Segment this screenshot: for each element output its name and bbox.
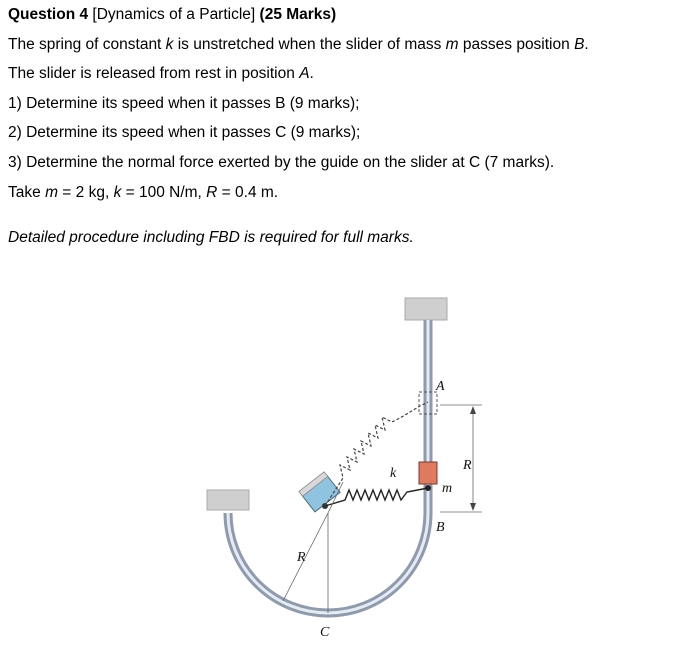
label-R-left: R — [297, 550, 306, 565]
spring-at-B — [325, 488, 428, 506]
question-marks: (25 Marks) — [259, 6, 337, 23]
problem-line-2 — [8, 59, 678, 89]
var-R: R — [206, 183, 218, 201]
text-span: . — [584, 35, 589, 53]
dim-arrow-up — [470, 406, 476, 414]
label-C: C — [320, 625, 330, 640]
text-span: . — [309, 65, 314, 83]
text-span: = 0.4 m. — [217, 183, 279, 201]
part-3: 3) Determine the normal force exerted by the guide on the slider at C (7 marks). — [8, 153, 555, 171]
part-1: 1) Determine its speed when it passes B (9 marks); — [8, 94, 360, 112]
text-span: is unstretched when the slider of mass — [173, 35, 446, 53]
text-span: Take — [8, 183, 46, 201]
var-B: B — [574, 35, 585, 53]
var-k: k — [165, 35, 174, 53]
label-R-right: R — [463, 458, 472, 473]
text-span: = 100 N/m, — [121, 183, 207, 201]
question-heading — [8, 0, 678, 30]
text-span: The spring of constant — [8, 35, 166, 53]
var-m: m — [445, 35, 459, 53]
label-B: B — [436, 520, 445, 535]
question-text — [8, 0, 678, 207]
var-A: A — [299, 65, 310, 83]
top-support — [405, 298, 447, 320]
given-values — [8, 178, 678, 208]
part-2: 2) Determine its speed when it passes C (9 marks); — [8, 124, 361, 142]
text-span: = 2 kg, — [57, 183, 114, 201]
label-k: k — [390, 466, 397, 481]
label-m: m — [442, 481, 453, 496]
text-span: The slider is released from rest in position — [8, 65, 300, 83]
text-span: passes position — [458, 35, 575, 53]
question-number: Question 4 — [8, 6, 89, 23]
mechanism-figure — [0, 280, 682, 650]
left-support — [207, 490, 249, 510]
var-k: k — [113, 183, 122, 201]
problem-line-1 — [8, 30, 678, 60]
label-A: A — [436, 379, 445, 394]
dim-arrow-down — [470, 503, 476, 511]
var-m: m — [45, 183, 58, 201]
marks-note: Detailed procedure including FBD is required for full marks. — [8, 229, 414, 246]
slider-pin — [425, 485, 431, 491]
question-topic: [Dynamics of a Particle] — [88, 6, 260, 23]
slider — [419, 462, 437, 484]
